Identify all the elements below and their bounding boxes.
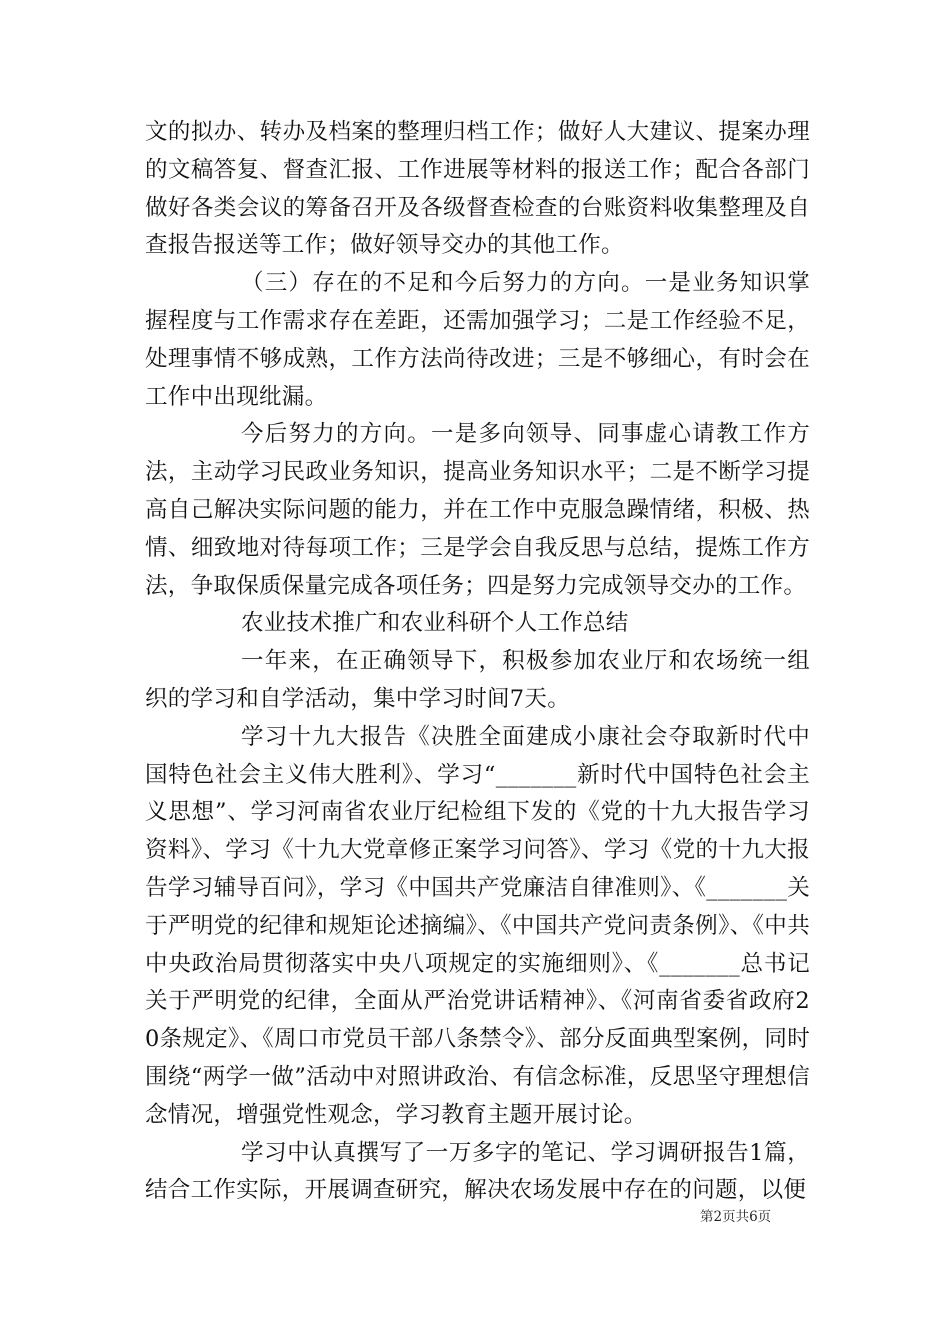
paragraph-1: 文的拟办、转办及档案的整理归档工作；做好人大建议、提案办理的文稿答复、督查汇报、工作进展等材料的报送工作；配合各部门做好各类会议的筹备召开及各级督查检查的台账资料收集整理及自查报告报送等工作；做好领导交办的其他工作。 (145, 119, 810, 259)
paragraph-2: （三）存在的不足和今后努力的方向。一是业务知识掌握程度与工作需求存在差距，还需加强学习；二是工作经验不足，处理事情不够成熟，工作方法尚待改进；三是不够细心，有时会在工作中出现纰漏。 (145, 270, 810, 410)
document-body (145, 114, 810, 1210)
paragraph-5: 一年来，在正确领导下，积极参加农业厅和农场统一组织的学习和自学活动，集中学习时间7天。 (145, 648, 810, 712)
paragraph-7: 学习中认真撰写了一万多字的笔记、学习调研报告1篇，结合工作实际，开展调查研究，解决农场发展中存在的问题，以便 (145, 1139, 810, 1204)
page-number: 第2页共6页 (700, 1209, 772, 1225)
paragraph-6: 学习十九大报告《决胜全面建成小康社会夺取新时代中国特色社会主义伟大胜利》、学习“_______新时代中国特色社会主义思想”、学习河南省农业厅纪检组下发的《党的十九大报告学习资料》、学习《十九大党章修正案学习问答》、学习《党的十九大报告学习辅导百问》，学习《中国共产党廉洁自律准则》、《_______关于严明党的纪律和规矩论述摘编》、《中国共产党问责条例》、《中共中央政治局贯彻落实中央八项规定的实施细则》、《_______总书记关于严明党的纪律，全面从严治党讲话精神》、《河南省委省政府20条规定》、《周口市党员干部八条禁令》、部分反面典型案例，同时围绕“两学一做”活动中对照讲政治、有信念标准，反思坚守理想信念情况，增强党性观念，学习教育主题开展讨论。 (145, 723, 810, 1128)
paragraph-3: 今后努力的方向。一是多向领导、同事虚心请教工作方法，主动学习民政业务知识，提高业务知识水平；二是不断学习提高自己解决实际问题的能力，并在工作中克服急躁情绪，积极、热情、细致地对待每项工作；三是学会自我反思与总结，提炼工作方法，争取保质保量完成各项任务；四是努力完成领导交办的工作。 (145, 421, 810, 599)
section-title: 农业技术推广和农业科研个人工作总结 (241, 610, 629, 637)
